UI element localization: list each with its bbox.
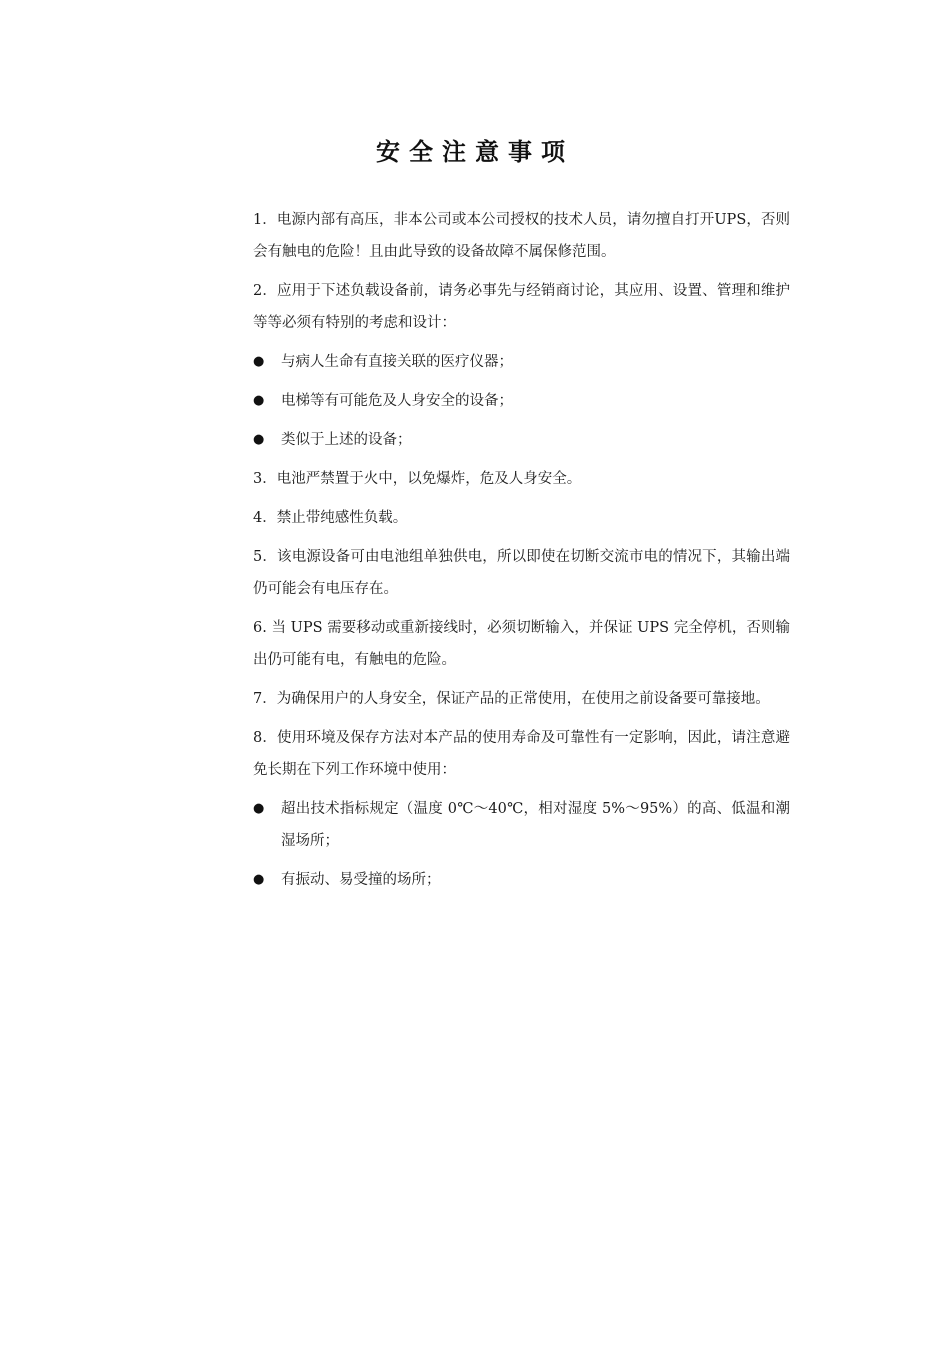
bullet-icon: ● [253, 801, 265, 816]
bullet-item [253, 346, 790, 378]
bullet-text: 电梯等有可能危及人身安全的设备； [281, 393, 513, 409]
note-8: 8．使用环境及保存方法对本产品的使用寿命及可靠性有一定影响，因此，请注意避免长期在下列工作环境中使用： [253, 730, 790, 778]
safety-notes-body [253, 204, 790, 903]
bullet-text: 类似于上述的设备； [281, 432, 412, 448]
bullet-text: 超出技术指标规定（温度 0℃～40℃，相对湿度 5%～95%）的高、低温和潮湿场所； [281, 801, 790, 849]
bullet-icon: ● [253, 872, 265, 887]
note-1: 1．电源内部有高压，非本公司或本公司授权的技术人员，请勿擅自打开UPS，否则会有触电的危险！且由此导致的设备故障不属保修范围。 [253, 212, 790, 260]
bullet-icon: ● [253, 393, 265, 408]
note-7: 7．为确保用户的人身安全，保证产品的正常使用，在使用之前设备要可靠接地。 [253, 691, 770, 707]
page-title: 安全注意事项 [376, 138, 574, 166]
bullet-icon: ● [253, 354, 265, 369]
bullet-item [253, 385, 790, 417]
note-5: 5．该电源设备可由电池组单独供电，所以即使在切断交流市电的情况下，其输出端仍可能会有电压存在。 [253, 549, 790, 597]
bullet-item [253, 793, 790, 857]
note-2: 2．应用于下述负载设备前，请务必事先与经销商讨论，其应用、设置、管理和维护等等必须有特别的考虑和设计： [253, 283, 790, 331]
note-4: 4．禁止带纯感性负载。 [253, 510, 408, 526]
bullet-item [253, 424, 790, 456]
bullet-item [253, 864, 790, 896]
bullet-icon: ● [253, 432, 265, 447]
bullet-text: 有振动、易受撞的场所； [281, 872, 441, 888]
note-6: 6. 当 UPS 需要移动或重新接线时，必须切断输入，并保证 UPS 完全停机，否则输出仍可能有电，有触电的危险。 [253, 620, 790, 668]
bullet-text: 与病人生命有直接关联的医疗仪器； [281, 354, 513, 370]
note-3: 3．电池严禁置于火中，以免爆炸，危及人身安全。 [253, 471, 582, 487]
